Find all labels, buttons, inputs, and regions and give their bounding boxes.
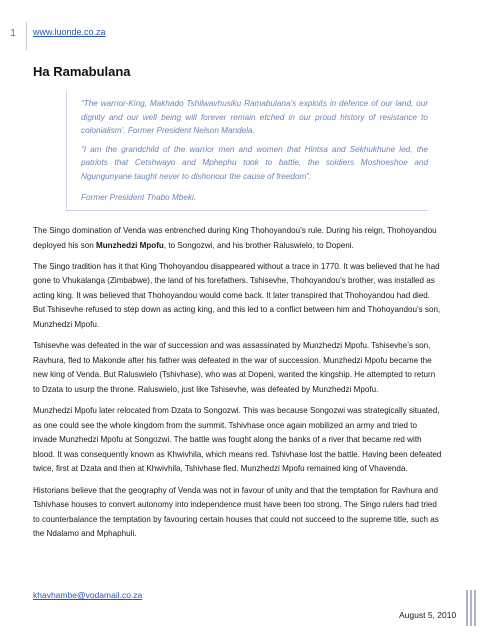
decor-bar	[470, 590, 472, 626]
bold-name: Munzhedzi Mpofu	[96, 240, 164, 250]
paragraph-text: The Singo domination of Venda was entrenched during King Thohoyandou’s rule. During his reign, Thohoyandou deployed his son	[33, 226, 437, 250]
article-body	[33, 224, 443, 548]
paragraph: Historians believe that the geography of Venda was not in favour of unity and that the temptation for Ravhura and Tshivhase houses to convert autonomy into independence must have been too strong. The Singo rulers had tried to counterbalance the temptation by favouring certain houses that could not succeed to the supreme title, such as the Ndalamo and Mphaphuli.	[33, 485, 439, 539]
paragraph: The Singo tradition has it that King Thohoyandou disappeared without a trace in 1770. It was believed that he had gone to Vhukalanga (Zimbabwe), the land of his forefathers. Tshisevhe, Thohoyandou’s brother, was installed as acting king. It was believed that Thohoyandou would come back. It later transpired that Thohoyandou had died. But Tshisevhe refused to step down as acting king, and this led to a conflict between him and Thohoyandou’s son, Munzhedzi Mpofu.	[33, 261, 441, 330]
paragraph	[33, 224, 443, 253]
quote-mandela: “The warrior-King, Makhado Tshilwavhusiku Ramabulana’s exploits in defence of our land, our dignity and our well being will forever remain etched in our proud history of resistance to colonialism’. Former President Nelson Mandela.	[81, 99, 428, 135]
page-title: Ha Ramabulana	[33, 64, 131, 79]
quote-box	[66, 91, 428, 211]
quote-attribution: Former President Thabo Mbeki.	[81, 193, 197, 202]
decor-bar	[474, 590, 476, 626]
footer-email-link[interactable]: khavhambe@vodamail.co.za	[33, 590, 143, 600]
website-link[interactable]: www.luonde.co.za	[33, 27, 106, 37]
paragraph: Tshisevhe was defeated in the war of succession and was assassinated by Munzhedzi Mpofu. Tshisevhe’s son, Ravhura, fled to Makonde after his father was defeated in the war of succession. Munzhedzi Mpofu became the new king of Venda. But Raluswielo (Tshivhase), who was at Dopeni, wanted the kingship. He attempted to return to Dzata to usurp the throne. Raluswielo, just like Tshisevhe, was defeated by Munzhedzi Mpofu.	[33, 341, 436, 394]
quote-mbeki: “I am the grandchild of the warrior men and women that Hintsa and Sekhukhune led, the patriots that Cetshwayo and Mphephu took to battle, the soldiers Moshoeshoe and Ngungunyane taught never to dishonour the cause of freedom”.	[81, 144, 428, 181]
paragraph-text: , to Songozwi, and his brother Raluswielo, to Dopeni.	[163, 240, 354, 250]
footer-date: August 5, 2010	[399, 610, 457, 620]
paragraph: Munzhedzi Mpofu later relocated from Dzata to Songozwi. This was because Songozwi was strategically situated, as one could see the whole kingdom from the summit. Tshivhase once again mobilized an army and tried to invade Munzhedzi Mpofu at Songozwi. The battle was fought along the banks of a river that became red with blood. It was consequently known as Khwivhila, which means red. Tshivhase lost the battle. Having been defeated twice, first at Dzata and then at Khwivhila, Tshivhase fled. Munzhedzi Mpofu remained king of Vhavenda.	[33, 406, 442, 474]
page-number: 1	[0, 22, 27, 50]
decor-bar	[466, 590, 468, 626]
footer-decoration	[466, 590, 480, 626]
